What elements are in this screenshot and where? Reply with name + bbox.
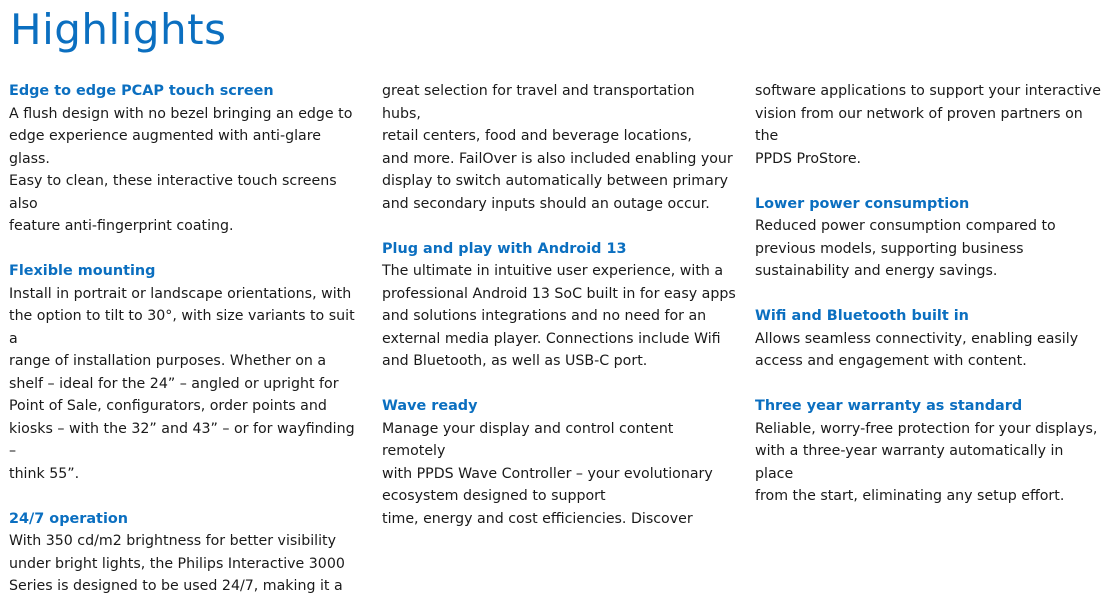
- page-title: Highlights: [10, 5, 227, 54]
- body-text-line: the option to tilt to 30°, with size variants to suit a: [9, 308, 355, 347]
- body-text-line: feature anti-fingerprint coating.: [9, 218, 234, 234]
- body-text-line: edge experience augmented with anti-glare glass.: [9, 128, 321, 167]
- body-text-line: Series is designed to be used 24/7, making it a: [9, 578, 343, 594]
- section-spacer: [755, 373, 1105, 396]
- section-spacer: [382, 373, 737, 396]
- column-2: [382, 80, 737, 530]
- section-heading: Three year warranty as standard: [755, 398, 1023, 414]
- body-text-line: sustainability and energy savings.: [755, 263, 998, 279]
- section-heading: Edge to edge PCAP touch screen: [9, 83, 274, 99]
- body-text-line: think 55”.: [9, 465, 80, 482]
- body-text-line: The ultimate in intuitive user experience, with a: [382, 263, 724, 279]
- column-1: [9, 80, 364, 598]
- section-spacer: [755, 283, 1105, 306]
- column-3: [755, 80, 1105, 508]
- body-text-line: vision from our network of proven partners on the: [755, 105, 1083, 144]
- section-spacer: [382, 215, 737, 238]
- section-spacer: [755, 170, 1105, 193]
- body-text-line: software applications to support your interactive: [755, 83, 1101, 99]
- section-heading: Lower power consumption: [755, 195, 970, 212]
- body-text-line: with PPDS Wave Controller – your evolutionary: [382, 465, 713, 482]
- body-text-line: kiosks – with the 32” and 43” – or for wayfinding –: [9, 420, 355, 459]
- body-text-line: access and engagement with content.: [755, 353, 1027, 369]
- body-text-line: PPDS ProStore.: [755, 150, 862, 167]
- body-text-line: Point of Sale, configurators, order points and: [9, 398, 327, 414]
- section-spacer: [9, 485, 364, 508]
- body-text-line: external media player. Connections include Wifi: [382, 330, 721, 347]
- section-heading: Wave ready: [382, 398, 478, 414]
- section-heading: 24/7 operation: [9, 510, 129, 527]
- body-text-line: and Bluetooth, as well as USB-C port.: [382, 353, 648, 369]
- body-text-line: and more. FailOver is also included enabling your: [382, 150, 733, 167]
- section-heading: Wifi and Bluetooth built in: [755, 308, 969, 324]
- body-text-line: shelf – ideal for the 24” – angled or upright for: [9, 375, 339, 392]
- body-text-line: With 350 cd/m2 brightness for better visibility: [9, 533, 337, 549]
- body-text-line: Allows seamless connectivity, enabling easily: [755, 330, 1079, 347]
- body-text-line: time, energy and cost efficiencies. Discover: [382, 510, 693, 527]
- body-text-line: great selection for travel and transportation hubs,: [382, 83, 695, 122]
- section-heading: Flexible mounting: [9, 263, 156, 279]
- body-text-line: Easy to clean, these interactive touch screens also: [9, 173, 337, 212]
- body-text-line: retail centers, food and beverage locations,: [382, 128, 692, 144]
- section-spacer: [9, 238, 364, 261]
- section-heading: Plug and play with Android 13: [382, 240, 627, 257]
- body-text-line: Reliable, worry-free protection for your displays,: [755, 420, 1098, 437]
- body-text-line: ecosystem designed to support: [382, 488, 606, 504]
- body-text-line: previous models, supporting business: [755, 240, 1024, 257]
- body-text-line: and secondary inputs should an outage occur.: [382, 195, 710, 212]
- body-text-line: and solutions integrations and no need for an: [382, 308, 707, 324]
- body-text-line: Manage your display and control content remotely: [382, 420, 674, 459]
- body-text-line: A flush design with no bezel bringing an edge to: [9, 105, 353, 122]
- body-text-line: range of installation purposes. Whether on a: [9, 353, 327, 369]
- body-text-line: from the start, eliminating any setup effort.: [755, 488, 1065, 504]
- body-text-line: Install in portrait or landscape orientations, with: [9, 285, 352, 302]
- body-text-line: with a three-year warranty automatically in place: [755, 443, 1064, 482]
- body-text-line: Reduced power consumption compared to: [755, 218, 1056, 234]
- body-text-line: display to switch automatically between primary: [382, 173, 729, 189]
- body-text-line: under bright lights, the Philips Interactive 3000: [9, 555, 345, 572]
- body-text-line: professional Android 13 SoC built in for easy apps: [382, 285, 736, 302]
